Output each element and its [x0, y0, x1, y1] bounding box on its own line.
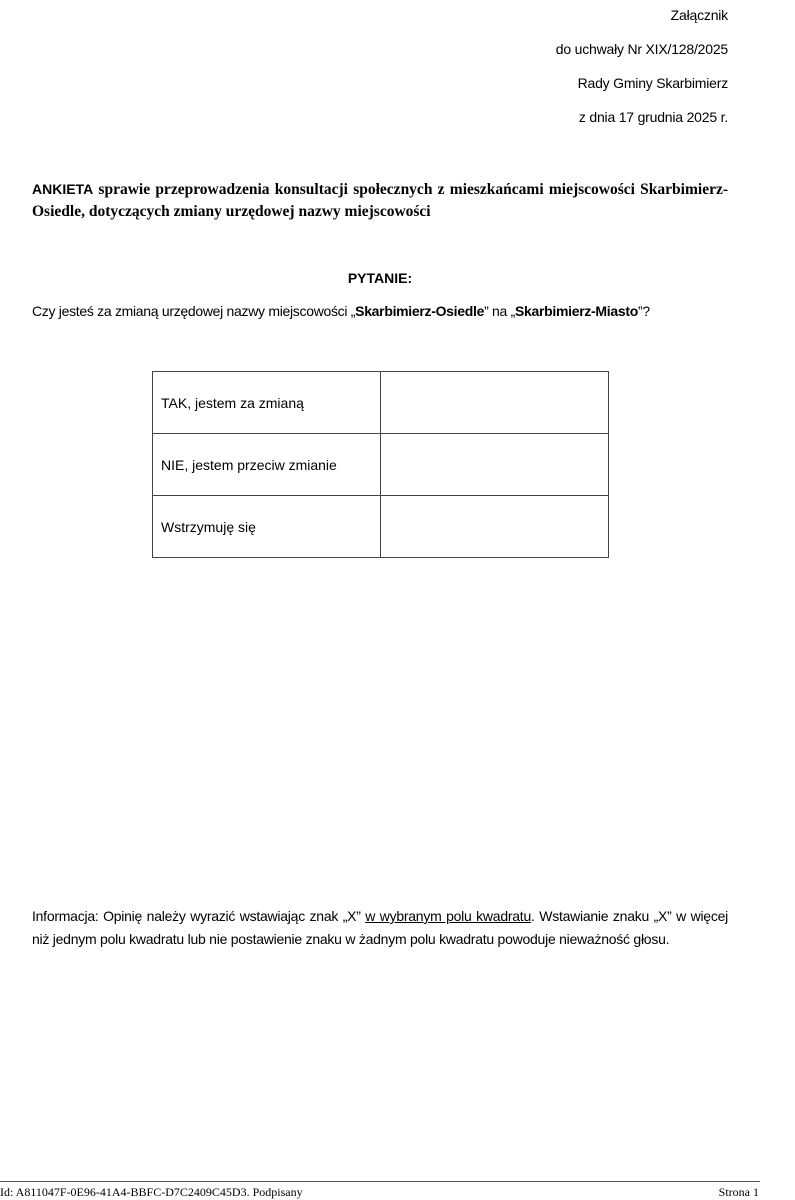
answer-table: [152, 371, 609, 558]
question-heading: PYTANIE:: [347, 270, 413, 286]
question-new-name: Skarbimierz-Miasto: [514, 303, 638, 319]
header-date: z dnia 17 grudnia 2025 r.: [578, 109, 728, 125]
answer-label: Wstrzymuję się: [153, 496, 381, 558]
survey-title-lead: ANKIETA: [32, 181, 94, 197]
info-part1: Informacja: Opinię należy wyrazić wstawiając znak „X”: [32, 908, 366, 924]
info-paragraph: [32, 905, 728, 950]
answer-label: TAK, jestem za zmianą: [153, 372, 381, 434]
survey-title-rest: sprawie przeprowadzenia konsultacji społecznych z mieszkańcami miejscowości Skarbimierz-Osiedle, dotyczących zmiany urzędowej nazwy miejscowości: [32, 181, 728, 220]
header-council: Rady Gminy Skarbimierz: [577, 75, 728, 91]
answer-row-no: [153, 434, 609, 496]
question-middle: ” na „: [484, 303, 515, 319]
header-attachment: Załącznik: [670, 7, 728, 23]
question-suffix: ”?: [637, 303, 650, 319]
footer-page-number: Strona 1: [718, 1185, 759, 1199]
header-resolution-number: do uchwały Nr XIX/128/2025: [555, 41, 728, 57]
info-part2: . Wstawianie znaku „X” w więcej niż jednym polu kwadratu lub nie postawienie znaku w żadnym polu kwadratu powoduje nieważność głosu.: [32, 908, 728, 947]
answer-checkbox-no[interactable]: [381, 434, 609, 496]
answer-checkbox-yes[interactable]: [381, 372, 609, 434]
question-prefix: Czy jesteś za zmianą urzędowej nazwy miejscowości „: [32, 303, 356, 319]
info-underlined: w wybranym polu kwadratu: [365, 908, 531, 924]
question-text: [32, 303, 650, 319]
footer-document-id: Id: A811047F-0E96-41A4-BBFC-D7C2409C45D3. Podpisany: [0, 1185, 303, 1199]
answer-row-abstain: [153, 496, 609, 558]
answer-checkbox-abstain[interactable]: [381, 496, 609, 558]
question-old-name: Skarbimierz-Osiedle: [355, 303, 485, 319]
survey-title: [32, 178, 728, 223]
footer-divider: [0, 1181, 760, 1182]
answer-label: NIE, jestem przeciw zmianie: [153, 434, 381, 496]
answer-row-yes: [153, 372, 609, 434]
